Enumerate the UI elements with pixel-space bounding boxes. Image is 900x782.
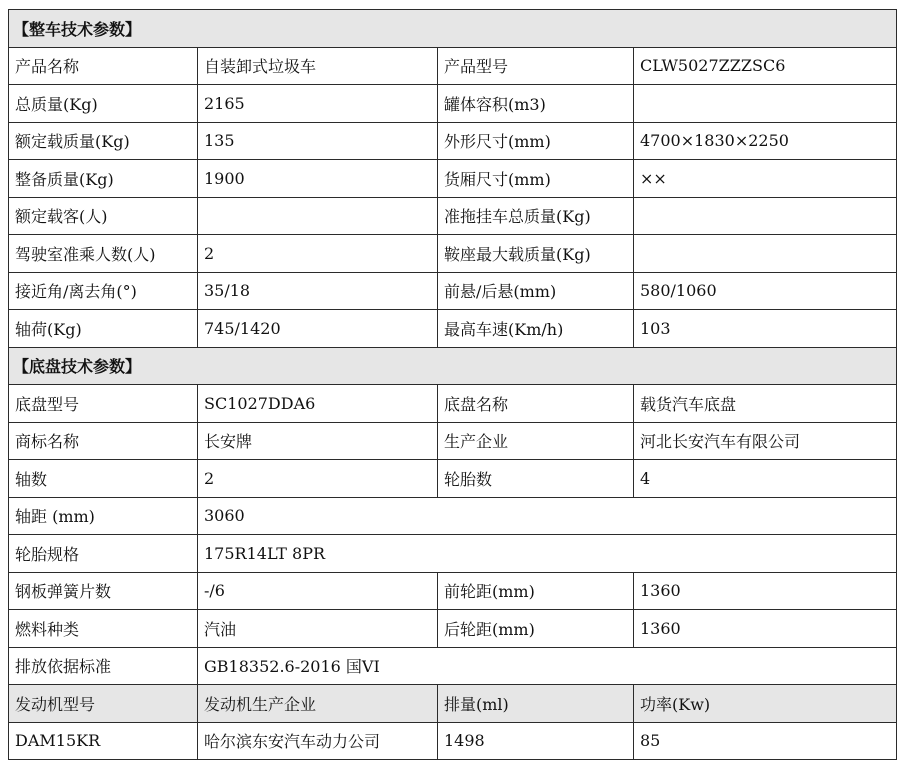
engine-value-row (9, 722, 897, 760)
vehicle-section-title: 【整车技术参数】 (9, 10, 897, 48)
param-label: 前轮距(mm) (438, 572, 634, 610)
param-label: 钢板弹簧片数 (9, 572, 198, 610)
param-value: -/6 (198, 572, 438, 610)
param-label: 整备质量(Kg) (9, 160, 198, 198)
param-value: ×× (634, 160, 897, 198)
param-label: 鞍座最大载质量(Kg) (438, 235, 634, 273)
param-value (634, 85, 897, 123)
table-row (9, 310, 897, 348)
param-value: 2 (198, 235, 438, 273)
column-header: 发动机型号 (9, 685, 198, 723)
param-label: 产品名称 (9, 47, 198, 85)
table-row (9, 235, 897, 273)
param-label: 轴距 (mm) (9, 497, 198, 535)
param-label: 轴数 (9, 460, 198, 498)
param-value: 135 (198, 122, 438, 160)
chassis-section-header (9, 347, 897, 385)
param-label: 后轮距(mm) (438, 610, 634, 648)
engine-power-value: 85 (634, 722, 897, 760)
param-label: 额定载客(人) (9, 197, 198, 235)
vehicle-spec-table (8, 9, 897, 760)
table-row (9, 272, 897, 310)
table-row (9, 422, 897, 460)
param-label: 轮胎规格 (9, 535, 198, 573)
param-label: 罐体容积(m3) (438, 85, 634, 123)
table-row (9, 460, 897, 498)
param-label: 外形尺寸(mm) (438, 122, 634, 160)
param-value: GB18352.6-2016 国VI (198, 647, 897, 685)
param-value: 河北长安汽车有限公司 (634, 422, 897, 460)
param-label: 接近角/离去角(°) (9, 272, 198, 310)
param-value: 175R14LT 8PR (198, 535, 897, 573)
table-row (9, 85, 897, 123)
param-value: 1900 (198, 160, 438, 198)
param-value: 2165 (198, 85, 438, 123)
engine-displacement-value: 1498 (438, 722, 634, 760)
param-label: 货厢尺寸(mm) (438, 160, 634, 198)
param-value: 580/1060 (634, 272, 897, 310)
param-value: 4 (634, 460, 897, 498)
param-label: 排放依据标准 (9, 647, 198, 685)
param-value: 1360 (634, 572, 897, 610)
param-value: 汽油 (198, 610, 438, 648)
param-label: 产品型号 (438, 47, 634, 85)
param-label: 轴荷(Kg) (9, 310, 198, 348)
table-row (9, 160, 897, 198)
param-value: 103 (634, 310, 897, 348)
param-label: 驾驶室准乘人数(人) (9, 235, 198, 273)
table-row (9, 497, 897, 535)
param-label: 燃料种类 (9, 610, 198, 648)
param-value: 长安牌 (198, 422, 438, 460)
param-value: 4700×1830×2250 (634, 122, 897, 160)
param-value (634, 235, 897, 273)
param-label: 生产企业 (438, 422, 634, 460)
table-row (9, 197, 897, 235)
column-header: 功率(Kw) (634, 685, 897, 723)
param-label: 商标名称 (9, 422, 198, 460)
param-label: 准拖挂车总质量(Kg) (438, 197, 634, 235)
engine-header-row (9, 685, 897, 723)
param-label: 前悬/后悬(mm) (438, 272, 634, 310)
param-value (634, 197, 897, 235)
table-row (9, 47, 897, 85)
param-value: 1360 (634, 610, 897, 648)
vehicle-section-header (9, 10, 897, 48)
param-value: 自装卸式垃圾车 (198, 47, 438, 85)
param-value: 2 (198, 460, 438, 498)
chassis-section-title: 【底盘技术参数】 (9, 347, 897, 385)
table-row (9, 385, 897, 423)
param-label: 最高车速(Km/h) (438, 310, 634, 348)
param-value: CLW5027ZZZSC6 (634, 47, 897, 85)
param-value: 3060 (198, 497, 897, 535)
column-header: 发动机生产企业 (198, 685, 438, 723)
param-value: 745/1420 (198, 310, 438, 348)
column-header: 排量(ml) (438, 685, 634, 723)
table-row (9, 535, 897, 573)
engine-model-value: DAM15KR (9, 722, 198, 760)
param-label: 总质量(Kg) (9, 85, 198, 123)
engine-maker-value: 哈尔滨东安汽车动力公司 (198, 722, 438, 760)
param-label: 额定载质量(Kg) (9, 122, 198, 160)
table-row (9, 647, 897, 685)
table-row (9, 572, 897, 610)
param-label: 轮胎数 (438, 460, 634, 498)
param-value (198, 197, 438, 235)
param-value: 载货汽车底盘 (634, 385, 897, 423)
param-label: 底盘型号 (9, 385, 198, 423)
param-label: 底盘名称 (438, 385, 634, 423)
table-row (9, 610, 897, 648)
param-value: 35/18 (198, 272, 438, 310)
param-value: SC1027DDA6 (198, 385, 438, 423)
table-row (9, 122, 897, 160)
